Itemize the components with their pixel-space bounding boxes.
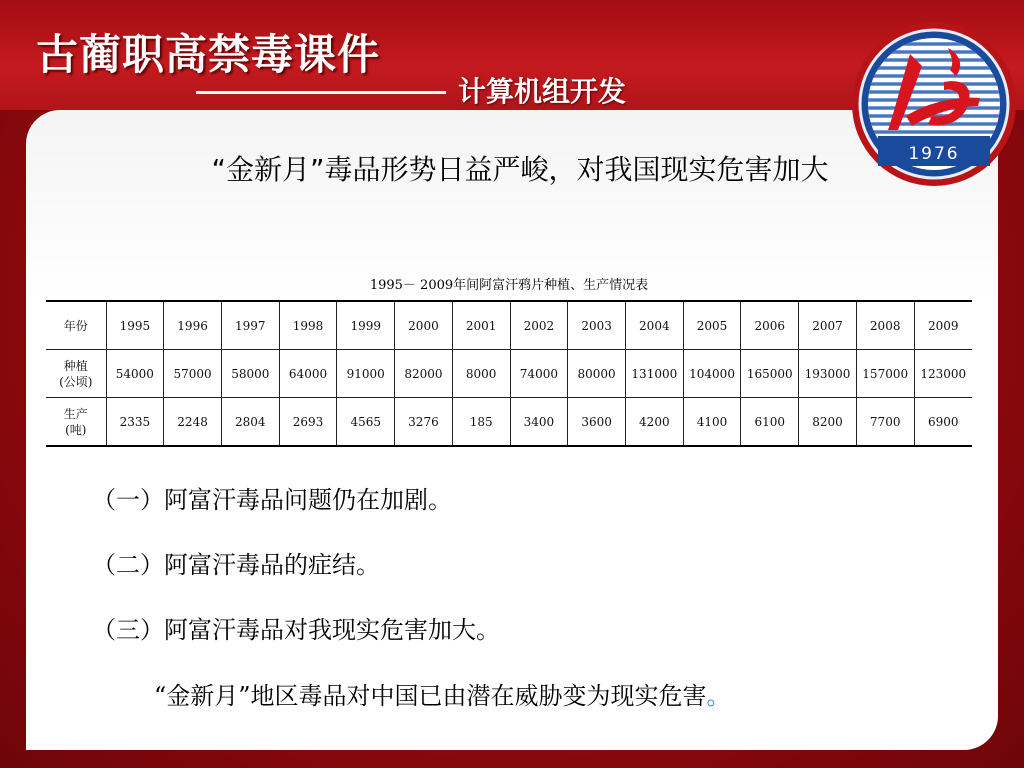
table-cell: 3600 (568, 398, 626, 447)
closing-end-mark: 。 (706, 682, 731, 710)
banner-title: 古蔺职高禁毒课件 (36, 30, 381, 79)
table-year-cell: 1997 (221, 301, 279, 350)
table-cell: 157000 (856, 350, 914, 398)
table-cell: 8000 (452, 350, 510, 398)
table-cell: 8200 (799, 398, 857, 447)
table-row-planting (46, 350, 972, 398)
table-year-cell: 2004 (625, 301, 683, 350)
table-cell: 123000 (914, 350, 972, 398)
table-year-cell: 2003 (568, 301, 626, 350)
list-item: （一）阿富汗毒品问题仍在加剧。 (92, 486, 452, 514)
slide-headline: “金新月”毒品形势日益严峻，对我国现实危害加大 (211, 153, 829, 186)
table-row-label (46, 398, 106, 447)
table-year-cell: 1998 (279, 301, 337, 350)
row-label-unit: (吨) (65, 422, 87, 437)
table-row-production (46, 398, 972, 447)
table-cell: 3400 (510, 398, 568, 447)
banner-divider-line (196, 91, 446, 94)
table-cell: 2335 (106, 398, 164, 447)
row-label-unit: (公顷) (59, 374, 93, 389)
table-cell: 104000 (683, 350, 741, 398)
opium-data-table (46, 300, 972, 447)
table-cell: 185 (452, 398, 510, 447)
row-label-name: 生产 (63, 406, 88, 421)
table-year-cell: 2002 (510, 301, 568, 350)
table-cell: 57000 (164, 350, 222, 398)
table-year-cell: 2008 (856, 301, 914, 350)
table-cell: 82000 (395, 350, 453, 398)
table-cell: 4100 (683, 398, 741, 447)
table-cell: 2248 (164, 398, 222, 447)
table-cell: 2693 (279, 398, 337, 447)
table-cell: 4565 (337, 398, 395, 447)
table-cell: 7700 (856, 398, 914, 447)
table-year-cell: 2006 (741, 301, 799, 350)
table-cell: 131000 (625, 350, 683, 398)
closing-text: “金新月”地区毒品对中国已由潜在威胁变为现实危害 (154, 682, 707, 710)
list-item: （二）阿富汗毒品的症结。 (92, 551, 380, 579)
table-cell: 6100 (741, 398, 799, 447)
table-year-cell: 2000 (395, 301, 453, 350)
table-year-cell: 2009 (914, 301, 972, 350)
table-cell: 193000 (799, 350, 857, 398)
table-cell: 6900 (914, 398, 972, 447)
table-cell: 91000 (337, 350, 395, 398)
closing-statement (154, 676, 731, 711)
table-year-cell: 1996 (164, 301, 222, 350)
table-cell: 58000 (221, 350, 279, 398)
table-year-cell: 2007 (799, 301, 857, 350)
banner-subtitle: 计算机组开发 (458, 75, 627, 108)
table-header-row (46, 301, 972, 350)
table-cell: 80000 (568, 350, 626, 398)
table-cell: 74000 (510, 350, 568, 398)
table-title: 1995－ 2009年间阿富汗鸦片种植、生产情况表 (369, 278, 649, 293)
table-cell: 165000 (741, 350, 799, 398)
table-cell: 2804 (221, 398, 279, 447)
table-year-cell: 1999 (337, 301, 395, 350)
row-label-name: 种植 (63, 358, 88, 373)
table-cell: 3276 (395, 398, 453, 447)
table-year-cell: 2005 (683, 301, 741, 350)
table-cell: 4200 (625, 398, 683, 447)
logo-year: 1976 (908, 144, 960, 164)
table-year-cell: 2001 (452, 301, 510, 350)
list-item: （三）阿富汗毒品对我现实危害加大。 (92, 616, 500, 644)
table-year-cell: 1995 (106, 301, 164, 350)
table-cell: 54000 (106, 350, 164, 398)
table-header-label: 年份 (46, 301, 106, 350)
table-cell: 64000 (279, 350, 337, 398)
table-row-label (46, 350, 106, 398)
